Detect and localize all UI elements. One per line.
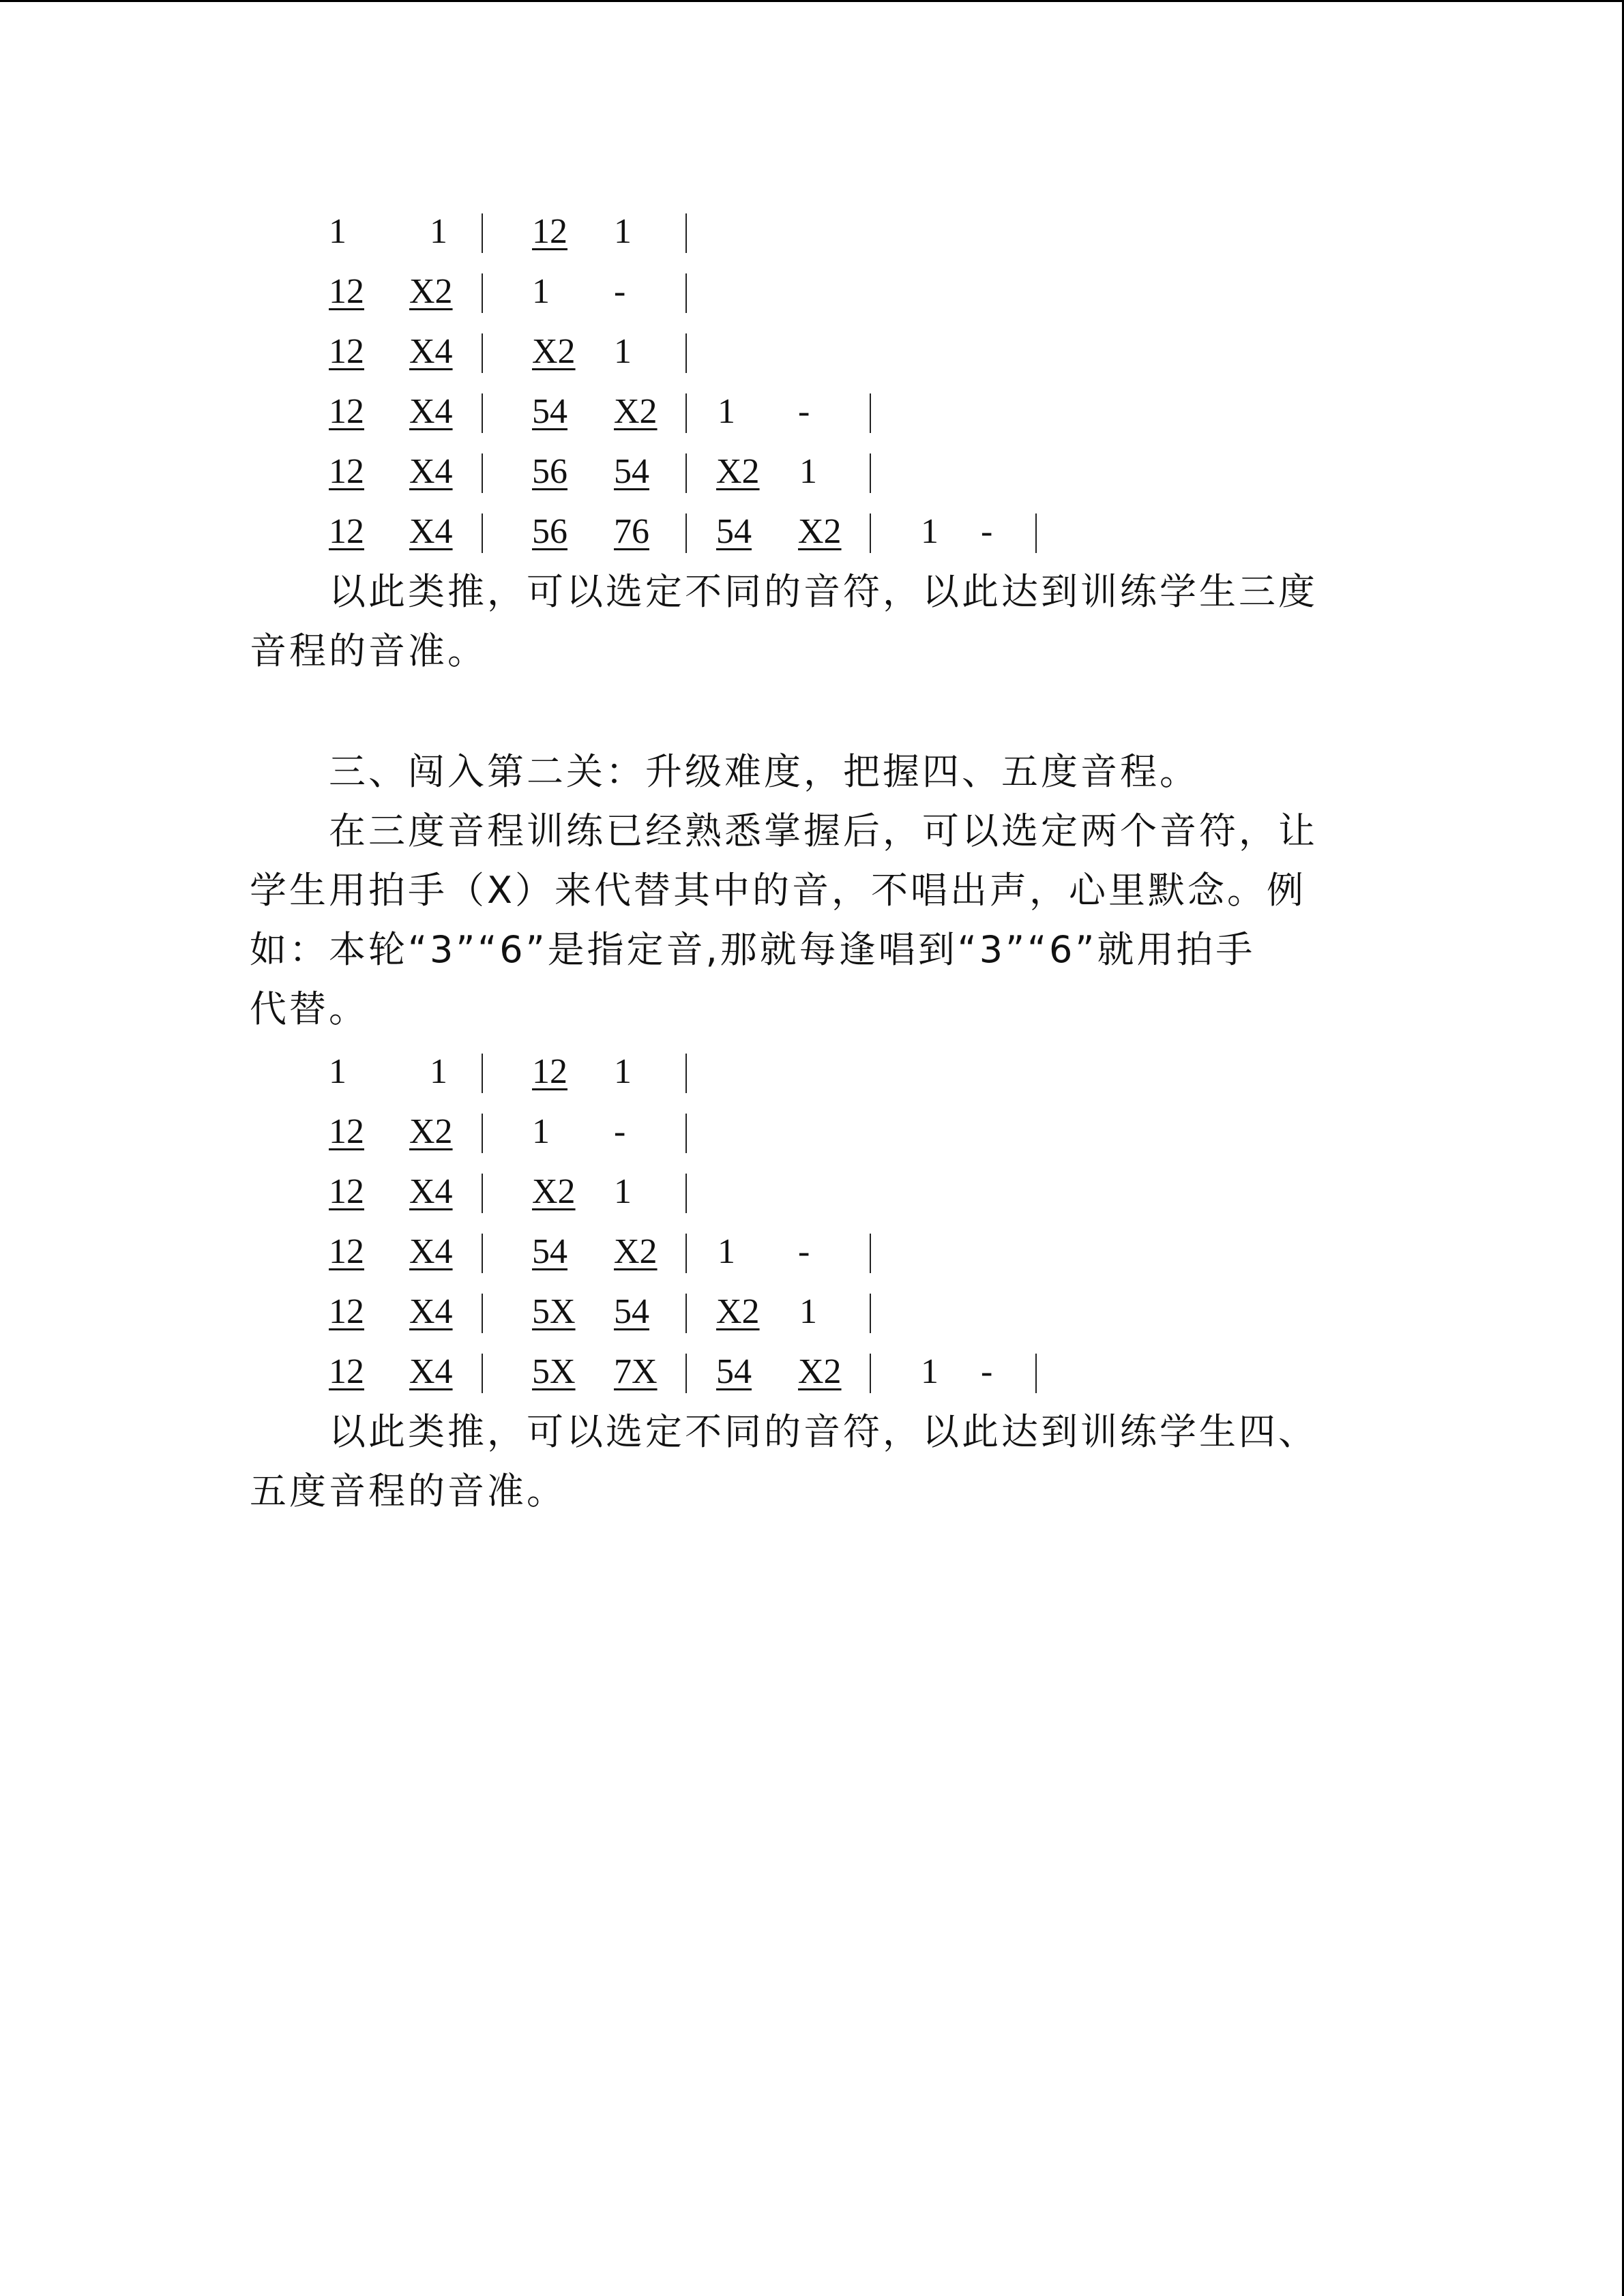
note-group: X4 xyxy=(409,392,453,431)
note-group: 1 xyxy=(614,212,632,251)
barline xyxy=(685,333,687,373)
intro-line-2: 学生用拍手（X）来代替其中的音，不唱出声，心里默念。例 xyxy=(250,869,1306,912)
score-row xyxy=(0,388,1160,436)
barline xyxy=(1035,513,1037,553)
note-group: 5X xyxy=(532,1292,576,1331)
note-group: X2 xyxy=(716,452,760,491)
intro-line-4: 代替。 xyxy=(250,987,368,1030)
note-group: 54 xyxy=(614,452,649,491)
barline xyxy=(482,273,483,313)
note-group: 7X xyxy=(614,1352,658,1391)
note-group: X4 xyxy=(409,1232,453,1271)
barline xyxy=(1035,1354,1037,1393)
barline xyxy=(870,1354,871,1393)
note-group: 1 xyxy=(614,332,632,371)
sustain-dash: - xyxy=(981,512,993,551)
score-row xyxy=(0,208,1160,256)
note-group: X2 xyxy=(716,1292,760,1331)
note-group: 1 xyxy=(921,1352,939,1391)
note-group: X2 xyxy=(614,1232,658,1271)
note-group: 12 xyxy=(329,1112,364,1151)
summary-1-line-2: 音程的音准。 xyxy=(250,629,487,672)
note-group: 12 xyxy=(329,1352,364,1391)
score-row xyxy=(0,1348,1160,1396)
barline xyxy=(685,1354,687,1393)
sustain-dash: - xyxy=(981,1352,993,1391)
barline xyxy=(685,1234,687,1273)
score-row xyxy=(0,268,1160,316)
note-group: 5X xyxy=(532,1352,576,1391)
note-group: 1 xyxy=(799,452,817,491)
barline xyxy=(685,1114,687,1153)
barline xyxy=(482,1114,483,1153)
section-heading: 三、闯入第二关：升级难度，把握四、五度音程。 xyxy=(329,750,1199,793)
barline xyxy=(482,1354,483,1393)
note-group: X2 xyxy=(798,1352,842,1391)
intro-line-3: 如：本轮“3”“6”是指定音,那就每逢唱到“3”“6”就用拍手 xyxy=(250,928,1256,971)
note-group: X2 xyxy=(532,332,576,371)
barline xyxy=(870,453,871,493)
sustain-dash: - xyxy=(614,1112,626,1151)
note-group: 54 xyxy=(716,1352,752,1391)
barline xyxy=(685,273,687,313)
note-group: 12 xyxy=(532,212,567,251)
barline xyxy=(482,1294,483,1333)
score-row xyxy=(0,1048,1160,1096)
note-group: 56 xyxy=(532,452,567,491)
note-group: 54 xyxy=(614,1292,649,1331)
note-group: X2 xyxy=(614,392,658,431)
score-row xyxy=(0,1108,1160,1156)
score-row xyxy=(0,1288,1160,1336)
intro-line-1: 在三度音程训练已经熟悉掌握后，可以选定两个音符，让 xyxy=(329,809,1318,852)
barline xyxy=(685,1174,687,1213)
barline xyxy=(685,393,687,433)
sustain-dash: - xyxy=(798,392,810,431)
note-group: 1 xyxy=(329,1052,346,1091)
note-group: X2 xyxy=(409,1112,453,1151)
barline xyxy=(482,453,483,493)
note-group: 12 xyxy=(532,1052,567,1091)
note-group: 1 xyxy=(614,1052,632,1091)
barline xyxy=(482,333,483,373)
note-group: 1 xyxy=(718,392,735,431)
barline xyxy=(870,1234,871,1273)
summary-1-line-1: 以此类推，可以选定不同的音符，以此达到训练学生三度 xyxy=(329,570,1318,613)
sustain-dash: - xyxy=(614,272,626,311)
note-group: 12 xyxy=(329,392,364,431)
barline xyxy=(482,213,483,253)
note-group: X4 xyxy=(409,1292,453,1331)
note-group: X4 xyxy=(409,1352,453,1391)
note-group: X2 xyxy=(798,512,842,551)
note-group: 76 xyxy=(614,512,649,551)
note-group: 12 xyxy=(329,1232,364,1271)
note-group: 54 xyxy=(532,1232,567,1271)
barline xyxy=(685,1054,687,1093)
barline xyxy=(482,1234,483,1273)
note-group: 12 xyxy=(329,1292,364,1331)
barline xyxy=(482,1174,483,1213)
summary-2-line-2: 五度音程的音准。 xyxy=(250,1470,566,1512)
note-group: 1 xyxy=(718,1232,735,1271)
note-group: 1 xyxy=(799,1292,817,1331)
barline xyxy=(685,213,687,253)
barline xyxy=(482,513,483,553)
note-group: 1 xyxy=(430,212,447,251)
note-group: 54 xyxy=(716,512,752,551)
note-group: 12 xyxy=(329,512,364,551)
note-group: X2 xyxy=(409,272,453,311)
note-group: 1 xyxy=(532,1112,550,1151)
note-group: 1 xyxy=(430,1052,447,1091)
barline xyxy=(685,453,687,493)
note-group: 1 xyxy=(614,1172,632,1211)
note-group: 1 xyxy=(329,212,346,251)
barline xyxy=(870,393,871,433)
score-row xyxy=(0,328,1160,376)
note-group: X2 xyxy=(532,1172,576,1211)
barline xyxy=(482,1054,483,1093)
barline xyxy=(870,1294,871,1333)
barline xyxy=(482,393,483,433)
note-group: 56 xyxy=(532,512,567,551)
note-group: 12 xyxy=(329,452,364,491)
note-group: X4 xyxy=(409,452,453,491)
note-group: X4 xyxy=(409,332,453,371)
note-group: 12 xyxy=(329,1172,364,1211)
score-row xyxy=(0,508,1160,556)
barline xyxy=(685,513,687,553)
score-row xyxy=(0,448,1160,496)
note-group: 1 xyxy=(921,512,939,551)
sustain-dash: - xyxy=(798,1232,810,1271)
summary-2-line-1: 以此类推，可以选定不同的音符，以此达到训练学生四、 xyxy=(329,1410,1318,1453)
barline xyxy=(685,1294,687,1333)
note-group: 12 xyxy=(329,332,364,371)
score-row xyxy=(0,1168,1160,1216)
note-group: 54 xyxy=(532,392,567,431)
note-group: X4 xyxy=(409,512,453,551)
note-group: 1 xyxy=(532,272,550,311)
score-row xyxy=(0,1228,1160,1276)
page-border-top xyxy=(0,0,1624,2)
note-group: X4 xyxy=(409,1172,453,1211)
barline xyxy=(870,513,871,553)
note-group: 12 xyxy=(329,272,364,311)
